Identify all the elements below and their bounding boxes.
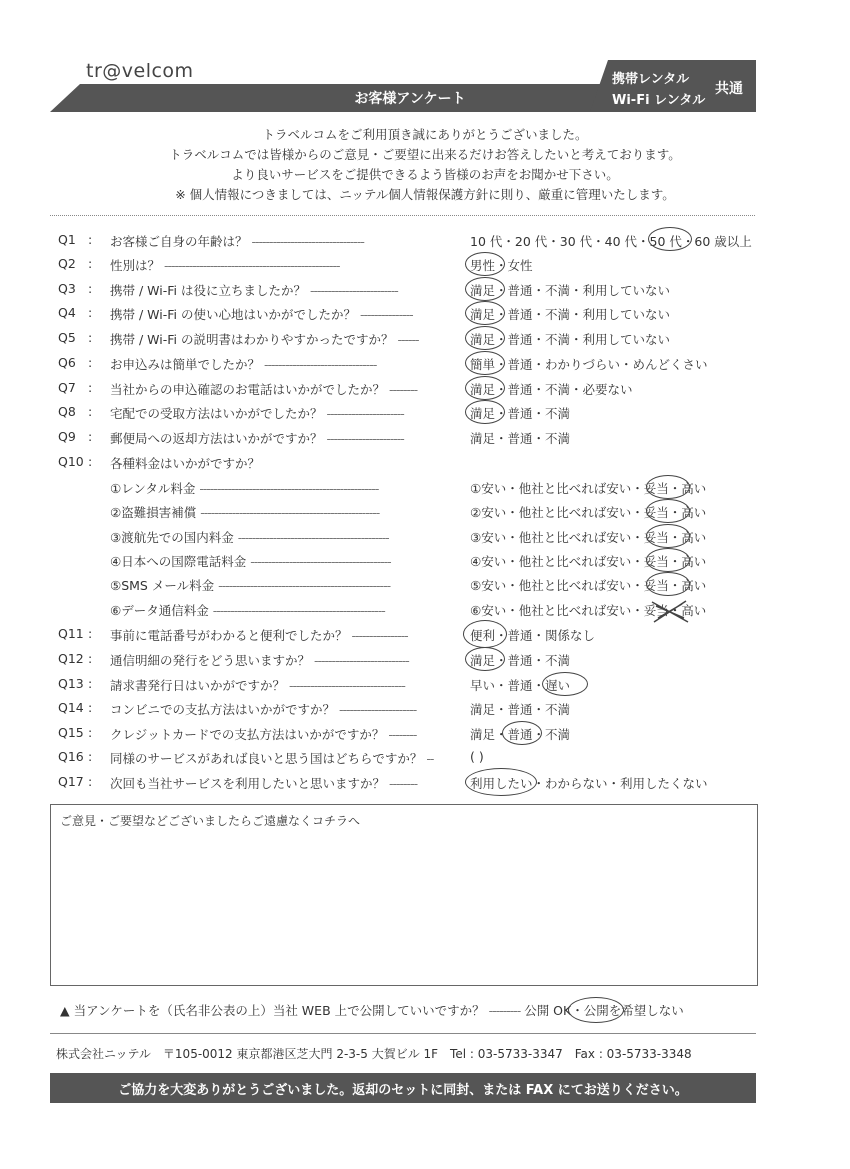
leader-dashes: ---------------- bbox=[351, 628, 408, 643]
selected-answer-circle bbox=[646, 524, 690, 548]
country-input[interactable]: ( ) bbox=[470, 749, 484, 764]
leader-dashes: ---------------------------------------- bbox=[250, 554, 391, 569]
question-row-q13 bbox=[0, 676, 850, 700]
question-row-q17 bbox=[0, 774, 850, 798]
question-text bbox=[110, 429, 404, 447]
selected-answer-circle bbox=[568, 997, 624, 1023]
selected-answer-circle bbox=[463, 620, 507, 648]
question-number: Q15 bbox=[58, 725, 84, 740]
colon: : bbox=[88, 454, 93, 469]
leader-dashes: ---------------------- bbox=[326, 431, 404, 446]
selected-answer-circle bbox=[648, 227, 692, 251]
selected-answer-circle bbox=[465, 301, 505, 325]
question-text bbox=[110, 725, 416, 743]
selected-answer-circle bbox=[465, 376, 505, 400]
footer-message: ご協力を大変ありがとうございました。返却のセットに同封、または FAX にてお送りください。 bbox=[118, 1083, 688, 1098]
question-number: Q11 bbox=[58, 626, 84, 641]
question-label: 同様のサービスがあれば良いと思う国はどちらですか？ bbox=[110, 751, 423, 766]
fee-row-rental bbox=[0, 479, 850, 503]
answer-options[interactable]: 満足・普通・不満・利用していない bbox=[470, 332, 671, 347]
question-number: Q10 bbox=[58, 454, 84, 469]
fee-row-data bbox=[0, 601, 850, 625]
leader-dashes: -------------------------------- bbox=[251, 234, 364, 249]
question-label: 事前に電話番号がわかると便利でしたか？ bbox=[110, 628, 348, 643]
crossed-out-mark bbox=[650, 598, 690, 626]
answer-options[interactable]: 便利・普通・関係なし bbox=[470, 628, 596, 643]
question-text bbox=[110, 651, 409, 669]
fee-label: ③渡航先での国内料金 bbox=[110, 530, 234, 545]
question-label: 携帯 / Wi-Fi の使い心地はいかがでしたか？ bbox=[110, 307, 356, 322]
divider bbox=[50, 1033, 756, 1034]
question-row-q5 bbox=[0, 330, 850, 354]
question-row-q9 bbox=[0, 429, 850, 453]
survey-title: お客様アンケート bbox=[354, 91, 466, 107]
colon: : bbox=[88, 281, 93, 296]
selected-answer-circle bbox=[465, 252, 505, 276]
question-text bbox=[110, 700, 416, 718]
question-text bbox=[110, 774, 417, 792]
answer-options[interactable]: 利用したい・わからない・利用したくない bbox=[470, 776, 708, 791]
question-label: 携帯 / Wi-Fi は役に立ちましたか？ bbox=[110, 283, 306, 298]
question-number: Q12 bbox=[58, 651, 84, 666]
comment-label: ご意見・ご要望などございましたらご遠慮なくコチラへ bbox=[60, 814, 361, 828]
question-label: クレジットカードでの支払方法はいかがですか？ bbox=[110, 727, 385, 742]
answer-options[interactable]: ②安い・他社と比べれば安い・妥当・高い bbox=[470, 505, 707, 520]
question-text: 各種料金はいかがですか？ bbox=[110, 456, 261, 471]
colon: : bbox=[88, 651, 93, 666]
answer-options[interactable]: 早い・普通・遅い bbox=[470, 678, 571, 693]
answer-options[interactable]: ③安い・他社と比べれば安い・妥当・高い bbox=[470, 530, 707, 545]
question-number: Q9 bbox=[58, 429, 76, 444]
question-row-q16 bbox=[0, 749, 850, 773]
selected-answer-circle bbox=[646, 572, 690, 596]
question-row-q7 bbox=[0, 380, 850, 404]
company-info: 株式会社ニッテル 〒105-0012 東京都港区芝大門 2-3-5 大賀ビル 1F Tel : 03-5733-3347 Fax : 03-5733-3348 bbox=[56, 1047, 692, 1061]
question-text bbox=[110, 676, 405, 694]
fee-label: ②盗難損害補償 bbox=[110, 505, 197, 520]
answer-options[interactable]: 満足・普通・不満 bbox=[470, 702, 571, 717]
question-row-q8 bbox=[0, 404, 850, 428]
leader-dashes: --------- bbox=[488, 1003, 521, 1018]
answer-options[interactable]: 満足・普通・不満・利用していない bbox=[470, 307, 671, 322]
leader-dashes: -- bbox=[426, 751, 434, 766]
answer-options[interactable]: 満足・普通・不満・必要ない bbox=[470, 382, 633, 397]
question-row-q15 bbox=[0, 725, 850, 749]
question-label: 携帯 / Wi-Fi の説明書はわかりやすかったですか？ bbox=[110, 332, 394, 347]
fee-text bbox=[110, 576, 390, 594]
question-row-q11 bbox=[0, 626, 850, 650]
colon: : bbox=[88, 305, 93, 320]
leader-dashes: -------- bbox=[388, 727, 417, 742]
answer-options[interactable]: ④安い・他社と比べれば安い・妥当・高い bbox=[470, 554, 707, 569]
header-common: 共通 bbox=[715, 81, 743, 97]
leader-dashes: ------------------------------------------- bbox=[237, 530, 389, 545]
fee-row-domestic bbox=[0, 528, 850, 552]
leader-dashes: --------------------------------------------------- bbox=[199, 481, 379, 496]
question-text bbox=[110, 305, 413, 323]
colon: : bbox=[88, 725, 93, 740]
leader-dashes: ------------------------------------------------- bbox=[212, 603, 385, 618]
fee-label: ⑤SMS メール料金 bbox=[110, 578, 215, 593]
answer-options[interactable]: 満足・普通・不満 bbox=[470, 406, 571, 421]
question-number: Q14 bbox=[58, 700, 84, 715]
selected-answer-circle bbox=[465, 647, 505, 671]
colon: : bbox=[88, 404, 93, 419]
question-label: 当社からの申込確認のお電話はいかがでしたか？ bbox=[110, 382, 386, 397]
question-text bbox=[110, 330, 419, 348]
question-text bbox=[110, 355, 376, 373]
fee-label: ①レンタル料金 bbox=[110, 481, 196, 496]
publish-question: ▲ 当アンケートを（氏名非公表の上）当社 WEB 上で公開していいですか？ bbox=[60, 1003, 485, 1018]
fee-text bbox=[110, 528, 389, 546]
publish-answer-options[interactable]: 公開 OK・公開を希望しない bbox=[524, 1003, 684, 1018]
answer-options[interactable]: 簡単・普通・わかりづらい・めんどくさい bbox=[470, 357, 708, 372]
question-number: Q5 bbox=[58, 330, 76, 345]
leader-dashes: -------- bbox=[389, 382, 418, 397]
question-text bbox=[110, 256, 340, 274]
colon: : bbox=[88, 774, 93, 789]
intro-note: ※ 個人情報につきましては、ニッテル個人情報保護方針に則り、厳重に管理いたします。 bbox=[175, 187, 675, 202]
colon: : bbox=[88, 232, 93, 247]
question-text bbox=[110, 380, 417, 398]
leader-dashes: ---------------------- bbox=[339, 702, 417, 717]
header-mobile-rental: 携帯レンタル bbox=[612, 72, 690, 87]
intro-line: トラベルコムでは皆様からのご意見・ご要望に出来るだけお答えしたいと考えております。 bbox=[169, 147, 681, 162]
question-row-q1 bbox=[0, 232, 850, 256]
question-number: Q17 bbox=[58, 774, 84, 789]
question-label: お申込みは簡単でしたか？ bbox=[110, 357, 261, 372]
question-row-q14 bbox=[0, 700, 850, 724]
selected-answer-circle bbox=[542, 672, 588, 696]
question-row-q3 bbox=[0, 281, 850, 305]
question-row-q6 bbox=[0, 355, 850, 379]
selected-answer-circle bbox=[465, 326, 505, 350]
fee-label: ④日本への国際電話料金 bbox=[110, 554, 247, 569]
question-number: Q7 bbox=[58, 380, 76, 395]
question-label: 次回も当社サービスを利用したいと思いますか？ bbox=[110, 776, 386, 791]
leader-dashes: --------------- bbox=[359, 307, 413, 322]
answer-options[interactable]: ⑥安い・他社と比べれば安い・妥当・高い bbox=[470, 603, 707, 618]
question-number: Q3 bbox=[58, 281, 76, 296]
question-label: 請求書発行日はいかがですか？ bbox=[110, 678, 286, 693]
answer-options[interactable]: 満足・普通・不満・利用していない bbox=[470, 283, 671, 298]
colon: : bbox=[88, 676, 93, 691]
question-row-q2 bbox=[0, 256, 850, 280]
question-number: Q13 bbox=[58, 676, 84, 691]
answer-options[interactable]: 満足・普通・不満 bbox=[470, 431, 571, 446]
colon: : bbox=[88, 355, 93, 370]
question-number: Q4 bbox=[58, 305, 76, 320]
header-wifi-rental: Wi-Fi レンタル bbox=[612, 93, 706, 108]
selected-answer-circle bbox=[465, 351, 505, 375]
question-row-q4 bbox=[0, 305, 850, 329]
answer-options[interactable]: 満足・普通・不満 bbox=[470, 653, 571, 668]
fee-text bbox=[110, 601, 385, 619]
leader-dashes: -------- bbox=[389, 776, 418, 791]
colon: : bbox=[88, 380, 93, 395]
question-number: Q8 bbox=[58, 404, 76, 419]
answer-options[interactable]: 男性・女性 bbox=[470, 258, 533, 273]
leader-dashes: ------------------------- bbox=[309, 283, 398, 298]
intro-line: より良いサービスをご提供できるよう皆様のお声をお聞かせ下さい。 bbox=[231, 167, 619, 182]
colon: : bbox=[88, 330, 93, 345]
question-label: お客様ご自身の年齢は？ bbox=[110, 234, 248, 249]
selected-answer-circle bbox=[465, 768, 537, 796]
question-number: Q1 bbox=[58, 232, 76, 247]
leader-dashes: --------------------------------- bbox=[289, 678, 405, 693]
question-label: 郵便局への返却方法はいかがですか？ bbox=[110, 431, 323, 446]
selected-answer-circle bbox=[646, 475, 690, 499]
colon: : bbox=[88, 700, 93, 715]
leader-dashes: --------------------------------------------------- bbox=[200, 505, 380, 520]
question-row-q10 bbox=[0, 454, 850, 478]
selected-answer-circle bbox=[646, 548, 690, 572]
leader-dashes: -------------------------------------------------- bbox=[164, 258, 340, 273]
leader-dashes: -------------------------------- bbox=[264, 357, 377, 372]
question-text bbox=[110, 404, 404, 422]
leader-dashes: ------------------------------------------------- bbox=[218, 578, 391, 593]
fee-text bbox=[110, 503, 379, 521]
colon: : bbox=[88, 256, 93, 271]
question-label: 宅配での受取方法はいかがでしたか？ bbox=[110, 406, 323, 421]
question-number: Q2 bbox=[58, 256, 76, 271]
question-text bbox=[110, 626, 408, 644]
fee-row-intl-call bbox=[0, 552, 850, 576]
question-text bbox=[110, 749, 433, 767]
answer-options[interactable]: ⑤安い・他社と比べれば安い・妥当・高い bbox=[470, 578, 707, 593]
question-text bbox=[110, 281, 398, 299]
colon: : bbox=[88, 429, 93, 444]
selected-answer-circle bbox=[465, 277, 505, 301]
answer-options[interactable]: ①安い・他社と比べれば安い・妥当・高い bbox=[470, 481, 707, 496]
leader-dashes: ------ bbox=[397, 332, 419, 347]
divider bbox=[50, 215, 755, 216]
fee-label: ⑥データ通信料金 bbox=[110, 603, 209, 618]
leader-dashes: --------------------------- bbox=[314, 653, 409, 668]
selected-answer-circle bbox=[646, 499, 690, 523]
colon: : bbox=[88, 749, 93, 764]
travelcom-logo: tr@velcom bbox=[86, 60, 194, 82]
colon: : bbox=[88, 626, 93, 641]
question-label: 性別は？ bbox=[110, 258, 161, 273]
leader-dashes: ---------------------- bbox=[326, 406, 404, 421]
question-label: 通信明細の発行をどう思いますか？ bbox=[110, 653, 311, 668]
selected-answer-circle bbox=[465, 400, 505, 424]
question-text bbox=[110, 232, 364, 250]
comment-box[interactable] bbox=[50, 804, 758, 986]
question-number: Q16 bbox=[58, 749, 84, 764]
fee-row-sms bbox=[0, 576, 850, 600]
fee-text bbox=[110, 479, 378, 497]
question-label: コンビニでの支払方法はいかがですか？ bbox=[110, 702, 336, 717]
question-number: Q6 bbox=[58, 355, 76, 370]
intro-line: トラベルコムをご利用頂き誠にありがとうございました。 bbox=[262, 127, 588, 142]
fee-row-theft bbox=[0, 503, 850, 527]
question-row-q12 bbox=[0, 651, 850, 675]
answer-options[interactable]: 10 代・20 代・30 代・40 代・50 代・60 歳以上 bbox=[470, 234, 752, 249]
selected-answer-circle bbox=[502, 721, 542, 745]
answer-options[interactable]: 満足・普通・不満 bbox=[470, 727, 571, 742]
fee-text bbox=[110, 552, 391, 570]
